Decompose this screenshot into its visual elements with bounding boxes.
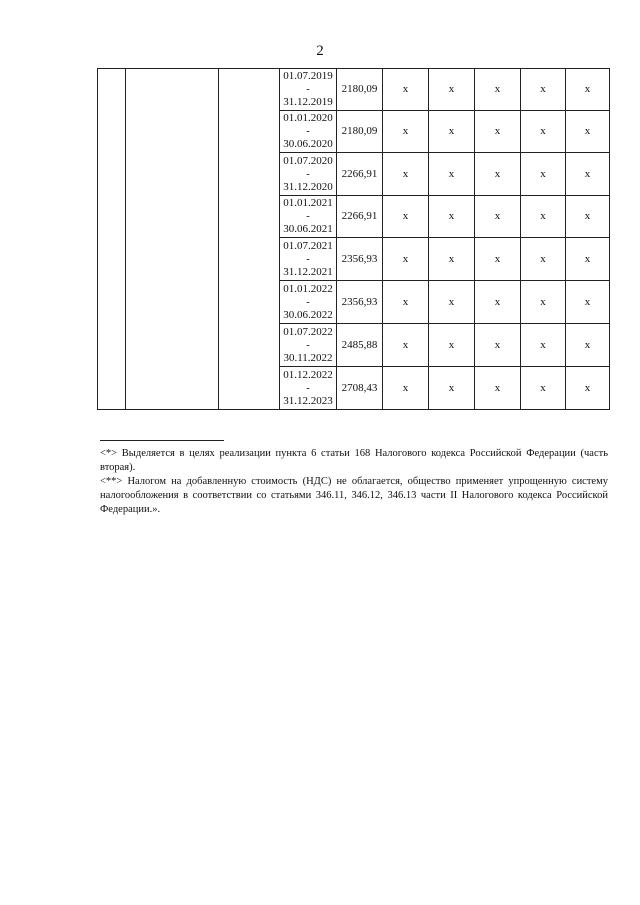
- page-number: 2: [316, 43, 324, 59]
- period-dash: -: [306, 125, 310, 137]
- x-mark-cell: х: [429, 196, 475, 238]
- period-end: 30.11.2022: [283, 351, 333, 364]
- x-mark-cell: х: [383, 281, 429, 324]
- x-mark-cell: х: [475, 196, 521, 238]
- empty-merged-cell: [219, 69, 280, 410]
- period-dash: -: [306, 210, 310, 222]
- tariff-value-cell: 2485,88: [337, 324, 383, 367]
- period-cell: [280, 153, 337, 196]
- x-mark-cell: х: [475, 238, 521, 281]
- empty-merged-cell: [126, 69, 219, 410]
- period-start: 01.01.2021: [283, 197, 333, 209]
- x-mark-cell: х: [475, 111, 521, 153]
- x-mark-cell: х: [521, 153, 566, 196]
- period-start: 01.01.2022: [283, 282, 333, 295]
- tariff-value-cell: 2180,09: [337, 111, 383, 153]
- period-start: 01.07.2022: [283, 325, 333, 338]
- x-mark-cell: х: [566, 153, 610, 196]
- x-mark-cell: х: [383, 111, 429, 153]
- period-dash: -: [306, 83, 310, 95]
- x-mark-cell: х: [429, 69, 475, 111]
- footnote-1: <*> Выделяется в целях реализации пункта 6 статьи 168 Налогового кодекса Российской Федерации (часть вторая).: [100, 448, 608, 473]
- x-mark-cell: х: [429, 324, 475, 367]
- x-mark-cell: х: [383, 69, 429, 111]
- x-mark-cell: х: [566, 238, 610, 281]
- x-mark-cell: х: [521, 324, 566, 367]
- footnote-2: <**> Налогом на добавленную стоимость (НДС) не облагается, общество применяет упрощенную систему налогообложения в соответствии со статьями 346.11, 346.12, 346.13 части II Налогового кодекса Российской Федерации.».: [100, 476, 608, 515]
- x-mark-cell: х: [566, 69, 610, 111]
- tariff-table-body: [98, 69, 610, 410]
- x-mark-cell: х: [566, 281, 610, 324]
- period-end: 30.06.2022: [283, 308, 333, 321]
- x-mark-cell: х: [475, 367, 521, 410]
- x-mark-cell: х: [383, 367, 429, 410]
- footnote-rule: [100, 440, 224, 441]
- x-mark-cell: х: [521, 111, 566, 153]
- period-end: 31.12.2023: [283, 394, 333, 407]
- tariff-table: [97, 68, 610, 410]
- tariff-value-cell: 2708,43: [337, 367, 383, 410]
- x-mark-cell: х: [566, 367, 610, 410]
- x-mark-cell: х: [566, 324, 610, 367]
- period-end: 31.12.2021: [283, 265, 333, 278]
- x-mark-cell: х: [566, 111, 610, 153]
- period-cell: [280, 69, 337, 111]
- x-mark-cell: х: [521, 238, 566, 281]
- period-end: 30.06.2020: [283, 138, 333, 150]
- footnotes: [100, 440, 608, 517]
- period-cell: [280, 367, 337, 410]
- period-end: 31.12.2019: [283, 96, 333, 108]
- x-mark-cell: х: [521, 196, 566, 238]
- x-mark-cell: х: [475, 69, 521, 111]
- period-cell: [280, 324, 337, 367]
- x-mark-cell: х: [429, 111, 475, 153]
- period-cell: [280, 111, 337, 153]
- x-mark-cell: х: [383, 153, 429, 196]
- tariff-value-cell: 2266,91: [337, 153, 383, 196]
- period-start: 01.12.2022: [283, 368, 333, 381]
- x-mark-cell: х: [475, 324, 521, 367]
- x-mark-cell: х: [521, 367, 566, 410]
- x-mark-cell: х: [383, 238, 429, 281]
- period-dash: -: [306, 338, 310, 351]
- period-cell: [280, 281, 337, 324]
- x-mark-cell: х: [429, 153, 475, 196]
- period-dash: -: [306, 252, 310, 265]
- x-mark-cell: х: [566, 196, 610, 238]
- period-start: 01.07.2020: [283, 154, 333, 167]
- x-mark-cell: х: [475, 153, 521, 196]
- period-start: 01.07.2019: [283, 70, 333, 82]
- tariff-value-cell: 2180,09: [337, 69, 383, 111]
- x-mark-cell: х: [521, 281, 566, 324]
- table-row: [98, 69, 610, 111]
- period-start: 01.01.2020: [283, 112, 333, 124]
- period-cell: [280, 196, 337, 238]
- x-mark-cell: х: [383, 324, 429, 367]
- period-end: 30.06.2021: [283, 223, 333, 235]
- period-end: 31.12.2020: [283, 180, 333, 193]
- period-dash: -: [306, 167, 310, 180]
- period-start: 01.07.2021: [283, 239, 333, 252]
- period-dash: -: [306, 295, 310, 308]
- x-mark-cell: х: [521, 69, 566, 111]
- period-cell: [280, 238, 337, 281]
- empty-merged-cell: [98, 69, 126, 410]
- x-mark-cell: х: [429, 281, 475, 324]
- x-mark-cell: х: [429, 238, 475, 281]
- x-mark-cell: х: [383, 196, 429, 238]
- x-mark-cell: х: [429, 367, 475, 410]
- period-dash: -: [306, 381, 310, 394]
- tariff-value-cell: 2356,93: [337, 238, 383, 281]
- tariff-value-cell: 2356,93: [337, 281, 383, 324]
- x-mark-cell: х: [475, 281, 521, 324]
- tariff-value-cell: 2266,91: [337, 196, 383, 238]
